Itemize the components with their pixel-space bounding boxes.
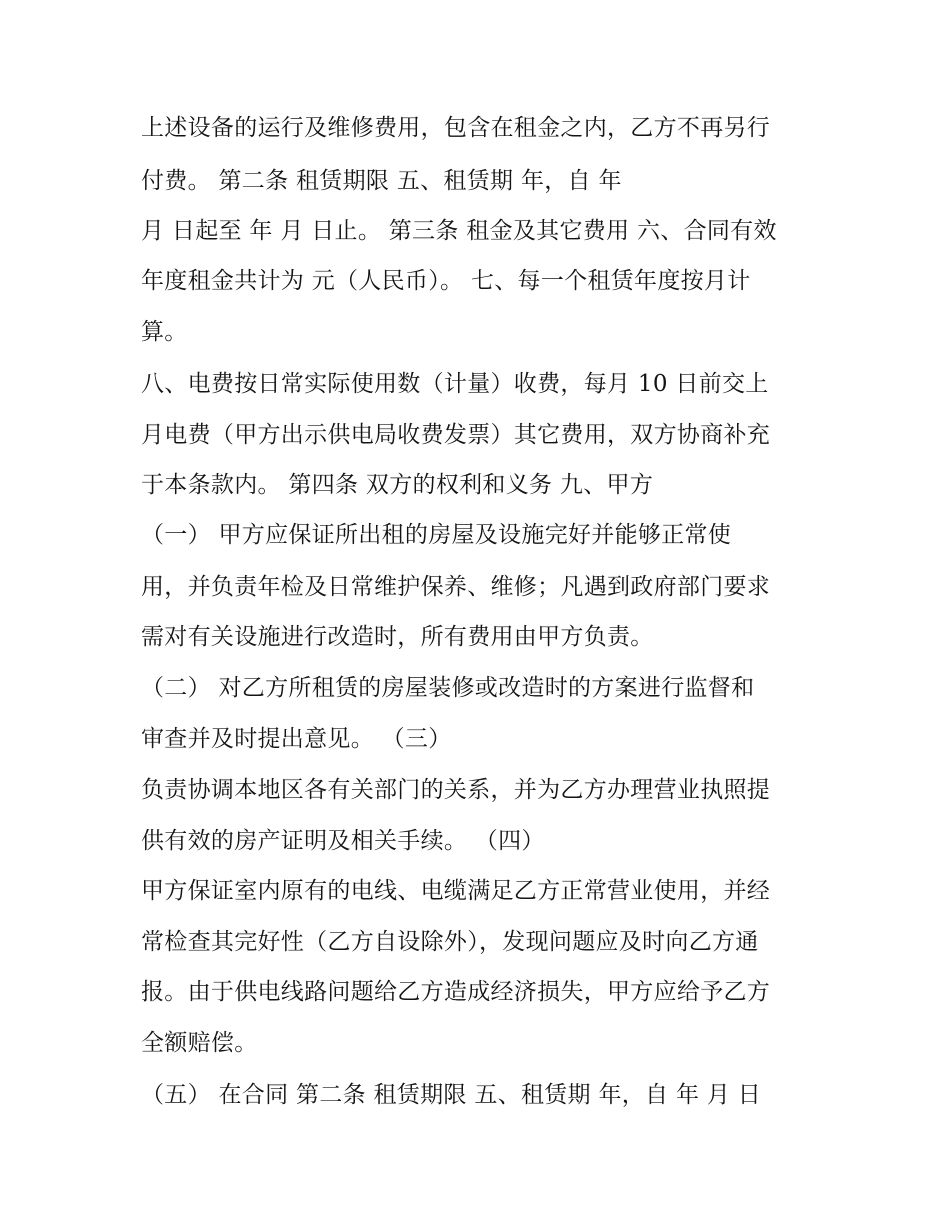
text-line-12: （二） 对乙方所租赁的房屋装修或改造时的方案进行监督和 (141, 675, 755, 701)
text-line-15: 供有效的房产证明及相关手续。 （四） (141, 828, 545, 854)
text-line-20: （五） 在合同 第二条 租赁期限 五、租赁期 年，自 年 月 日 (141, 1082, 762, 1108)
text-line-1: 上述设备的运行及维修费用，包含在租金之内，乙方不再另行 (141, 115, 771, 141)
text-line-4: 年度租金共计为 元（人民币）。 七、每一个租赁年度按月计 (141, 268, 751, 294)
text-line-14: 负责协调本地区各有关部门的关系，并为乙方办理营业执照提 (141, 777, 771, 803)
text-line-5: 算。 (141, 319, 188, 345)
text-line-10: 用，并负责年检及日常维护保养、维修；凡遇到政府部门要求 (141, 574, 771, 600)
text-line-6: 八、电费按日常实际使用数（计量）收费，每月 10 日前交上 (141, 371, 769, 397)
text-line-8: 于本条款内。 第四条 双方的权利和义务 九、甲方 (141, 472, 654, 498)
text-line-11: 需对有关设施进行改造时，所有费用由甲方负责。 (141, 624, 654, 650)
text-line-17: 常检查其完好性（乙方自设除外），发现问题应及时向乙方通 (141, 929, 759, 955)
text-line-19: 全额赔偿。 (141, 1030, 258, 1056)
text-line-13: 审查并及时提出意见。 （三） (141, 726, 452, 752)
text-line-18: 报。由于供电线路问题给乙方造成经济损失，甲方应给予乙方 (141, 979, 771, 1005)
text-line-9: （一） 甲方应保证所出租的房屋及设施完好并能够正常使 (141, 522, 732, 548)
text-line-3: 月 日起至 年 月 日止。 第三条 租金及其它费用 六、合同有效 (141, 218, 777, 244)
text-line-2: 付费。 第二条 租赁期限 五、租赁期 年，自 年 (141, 168, 622, 194)
text-line-7: 月电费（甲方出示供电局收费发票）其它费用，双方协商补充 (141, 422, 771, 448)
text-line-16: 甲方保证室内原有的电线、电缆满足乙方正常营业使用，并经 (141, 878, 771, 904)
